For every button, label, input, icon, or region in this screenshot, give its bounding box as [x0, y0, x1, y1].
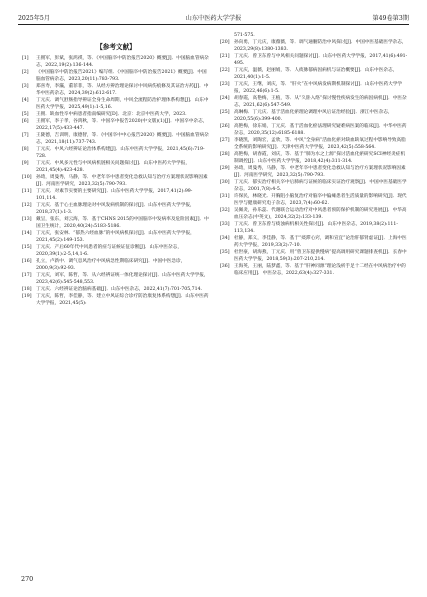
reference-number: [21] [220, 54, 230, 59]
header-rule [18, 24, 409, 25]
reference-entry [220, 67, 408, 81]
reference-text: 戴呈，张东，刘云海，等．基于CHNS 2015的中国脑卒中发病率及危险因素[J]．中国卫生统计，2020,40(24):5183-5186. [36, 217, 209, 229]
reference-entry [220, 221, 408, 235]
reference-number: [6] [22, 119, 29, 124]
reference-number: [14] [22, 231, 32, 236]
references-left-column [22, 44, 210, 307]
reference-text: 丁元庆．调气舒肠指导辨证全身生命周期，中风全流程防治护理体系构想[J]．山东中医药大学学报，2025,49(1):1-5,16. [36, 98, 209, 110]
reference-number: [3] [22, 84, 29, 89]
reference-text: 丁元庆，温薇，赵丽娟，等．人痰脉郁病因病机与证治概要[J]．山东中医杂志，2021,40(1):1-5. [234, 68, 398, 80]
reference-text: 王拥军，彭斌，张鸿祺，等．《中国脑卒中防治报告2020》概要[J]．中国脑血管病杂志，2022,19(2):136-144. [36, 56, 209, 68]
reference-number: [23] [220, 82, 230, 87]
page-number: 270 [21, 575, 34, 583]
reference-entry [220, 81, 408, 95]
reference-entry [22, 55, 210, 69]
reference-number: [36] [220, 264, 230, 269]
reference-entry [22, 146, 210, 160]
reference-entry [220, 109, 408, 123]
reference-text: 丁元庆．对素节实要的主要研究[J]．山东中医药大学学报，2017,41(2):99-101,114. [36, 189, 193, 201]
reference-number: [17] [22, 273, 32, 278]
reference-entry [220, 179, 408, 193]
reference-number: [5] [22, 112, 29, 117]
reference-entry [220, 39, 408, 53]
reference-entry [22, 258, 210, 272]
reference-text: 丁元庆，刘军，陈哲，等．从六经辨证统一体化理论探讨[J]．山东中医药大学学报，2023,42(6):545-548,553. [36, 273, 209, 285]
reference-number: [8] [22, 147, 29, 152]
reference-entry [22, 118, 210, 132]
header-journal-name: 山东中医药大学学报 [185, 15, 242, 22]
reference-text: 许保民，林晓光．开胸阻小脑复治疗对脑卒中偏瘫患者生活质量的影响研究[J]．现代医学与健康研究电子杂志，2023,7(4):60-62. [234, 194, 407, 206]
reference-entry [22, 174, 210, 188]
reference-entry [22, 286, 210, 293]
references-right-column [220, 32, 408, 277]
reference-entry [220, 53, 408, 67]
reference-entry [220, 263, 408, 277]
reference-entry [220, 32, 408, 39]
reference-number: [7] [22, 133, 29, 138]
references-title: 【参考文献】 [96, 43, 136, 51]
reference-number: [9] [22, 161, 29, 166]
reference-number: [35] [220, 250, 230, 255]
reference-entry [22, 230, 210, 244]
reference-entry [22, 244, 210, 258]
reference-text: 丁元庆．六经辨证论治脑病基础[J]．山东中医杂志，2022,41(7):701-705,714. [36, 287, 202, 292]
reference-text: 丁元庆，陈哲，李佳静，等．建立中风证综合诊疗防治康复体系构想[J]．山东中医药大学学报，2021,45(5): [36, 294, 209, 306]
reference-text: 吴佩炎，孙乐蕊．代谢联合运动治疗对中风患者预防保护机制的研究进展[J]．中华高血压杂志(中英文)，2024,32(2):133-139. [234, 208, 407, 220]
reference-text: 丁元庆．基于心主血脉理论对中风发病机制的探讨[J]．山东中医药大学学报，2018,37(1):1-3. [36, 203, 195, 215]
reference-number: [12] [22, 203, 32, 208]
reference-text: 《中国脑卒中防治报告2021》编写组．《中国脑卒中防治报告2021》概要[J]．中国脑血管病杂志，2023,20(11):783-793. [36, 70, 207, 82]
reference-number: [15] [22, 245, 32, 250]
reference-text: 王海英，王丽，陆梦鑫，等．基于“肝神同源”理论浅析手足十二经在中风病治疗中的临床应用[J]．中医杂志，2022,63(4):327-331. [234, 264, 406, 276]
reference-entry [220, 193, 408, 207]
reference-entry [22, 272, 210, 286]
reference-number: [2] [22, 70, 29, 75]
reference-number: [1] [22, 56, 29, 61]
reference-text: 高琳梅．丁元庆．基于活血化瘀理论调理中风后证治经验[J]．浙江中医杂志，2020,55(6):399-400. [234, 110, 393, 122]
reference-text: 丁元庆．中风多元性与中风病机链相关问题探讨[J]．山东中医药大学学报，2021,45(4):423-428. [36, 161, 190, 173]
header-volume-issue: 第49卷第3期 [372, 15, 409, 22]
reference-text: 高艳梅，徐东娟，丁元庆．基于活血化瘀法理研究疑难病医案的临床[J]．中华中医药杂志，2020,35(12):6185-6188. [234, 124, 407, 136]
reference-text: 丁元庆，王继，刘庆，等．“肝火”在中风病发病期机制探讨[J]．山东中医药大学学报，2022,46(6):1-5. [234, 82, 403, 94]
reference-number: [29] [220, 166, 230, 171]
reference-number: [13] [22, 217, 32, 222]
reference-number: [19] [22, 294, 32, 299]
reference-text: 孔立，卢新中．调气息风治疗中风病急性期临床研究[J]．中国中医急诊，2000,9(3):92-93. [36, 259, 186, 271]
reference-entry [220, 123, 408, 137]
reference-text: 王陇德，吉训明，康德智，等．《中国卒中中心报告2020》概要[J]．中国脑血管病杂志，2021,18(11):737-743. [36, 133, 209, 145]
reference-entry [220, 249, 408, 263]
reference-entry [220, 137, 408, 151]
reference-number: [10] [22, 175, 32, 180]
reference-number: [32] [220, 208, 230, 213]
reference-entry [220, 95, 408, 109]
reference-text: 胡春霞，高艳梅，王植，等．从“久卧入络”探讨慢性疾病发生的病因病机[J]．中医杂志，2021,62(6):547-549. [234, 96, 407, 108]
reference-number: [20] [220, 40, 230, 45]
reference-entry [22, 188, 210, 202]
reference-text: 郑喜寿，李瀛，董菲菲，等．从经方辨治理论探讨中风病伤痕修及其证治方药[J]．中华中医药杂志，2024,39(2):612-617. [36, 84, 209, 96]
reference-number: [26] [220, 124, 230, 129]
reference-text: 王拥．缺血性卒中病患者指南编研究[D]．北京：北京中医药大学，2023. [36, 112, 187, 117]
reference-number: [30] [220, 180, 230, 185]
reference-entry [22, 216, 210, 230]
reference-text: 丁元庆．郁实治疗相关卒中后肺病与证候的临床实证治疗观察[J]．中国中医基础医学杂志，2001,7(8):4-5. [234, 180, 407, 192]
reference-number: [31] [220, 194, 230, 199]
reference-text: 丁元庆．曾卫东曾与痰浊病机相关性探讨[J]．山东中医杂志，2019,38(2):111-113,134. [234, 222, 398, 234]
reference-number: [22] [220, 68, 230, 73]
reference-entry [22, 202, 210, 216]
reference-text: 王拥军，李子孝，谷鸿秋，等．中国卒中报告2020(中文版)(1)[J]．中国卒中杂志，2022,17(5):433-447. [36, 119, 208, 131]
reference-number: [4] [22, 98, 29, 103]
header-date: 2025年5月 [18, 15, 51, 22]
reference-number: [25] [220, 110, 230, 115]
reference-text: 孙琦，周曼秀，马静，等．中老年卒中患者变化急救认知与治疗方案理状况影响因素[J]．河南医学研究，2023,32(5):790-793. [36, 175, 208, 187]
reference-number: [11] [22, 189, 32, 194]
reference-text: 杜静，郑义，李佳静，等．基于“痰滞心窍，调和宣宜”论治肝郁肾虚证[J]．上海中医药大学学报，2019,33(2):7-10. [234, 236, 407, 248]
reference-entry [220, 151, 408, 165]
reference-text: 丁元庆．产后60年代中风患者的症与证候证征诊断[J]．山东中医杂志，2020,39(1):2-5,14,1-6. [36, 245, 182, 257]
reference-number: [28] [220, 152, 230, 157]
reference-entry [22, 97, 210, 111]
reference-text: 李晓凯，刘陶宏，孟欣，等．中风“全身病”活血化瘀对缺血缺氧过程中影响导致高脂全系统的影响研究[J]．天津中医药大学学报，2023,42(5):558-564. [234, 138, 406, 150]
reference-entry [22, 132, 210, 146]
reference-entry [22, 160, 210, 174]
reference-number: [34] [220, 236, 230, 241]
reference-entry [22, 111, 210, 118]
reference-number: [27] [220, 138, 230, 143]
reference-entry [22, 83, 210, 97]
reference-text: 丁元庆．中风六经辨证论治体系构建[J]．山东中医药大学学报，2021,45(6):719-728. [36, 147, 205, 159]
reference-number: [33] [220, 222, 230, 227]
reference-text: 杜世豪，胡海燕，丁元庆．用“曾卫东提供慢病”提高调用研究课题排查机[J]．长春中医药大学学报，2018,59(3):207-210,214. [234, 250, 407, 262]
reference-text: 高艳梅，胡春霞，刘庆，等．基于“肺为水之上源”探讨活血化瘀研究SCI神经炎症机制调控[J]．山东中医药大学学报，2018,42(4):311-314. [234, 152, 406, 164]
reference-entry [22, 293, 210, 307]
reference-text: 孙琦，周曼秀，马静，等．中老年卒中患者变化急救认知与治疗方案理状况影响因素[J]．河南医学研究，2023,32(5):790-793. [234, 166, 406, 178]
reference-text: 丁元庆，张安林．“郁热六经血脉”的中风病机探讨[J]．山东中医药大学学报，2021,45(2):149-153. [36, 231, 195, 243]
reference-entry [220, 235, 408, 249]
reference-text: 丁元庆．曾卫东曾与中风相关问题探讨[J]．山东中医药大学学报，2017,41(6):491-495. [234, 54, 408, 66]
reference-number: [18] [22, 287, 32, 292]
reference-text: 571-575. [234, 33, 255, 38]
reference-number: [24] [220, 96, 230, 101]
reference-text: 孙向勇，丁元庆，康薇薇，等．调气通腑防治中风探讨[J]．中国中医基础医学杂志，2023,29(8):1380-1383. [234, 40, 407, 52]
reference-number: [16] [22, 259, 32, 264]
reference-entry [220, 207, 408, 221]
reference-entry [22, 69, 210, 83]
reference-entry [220, 165, 408, 179]
